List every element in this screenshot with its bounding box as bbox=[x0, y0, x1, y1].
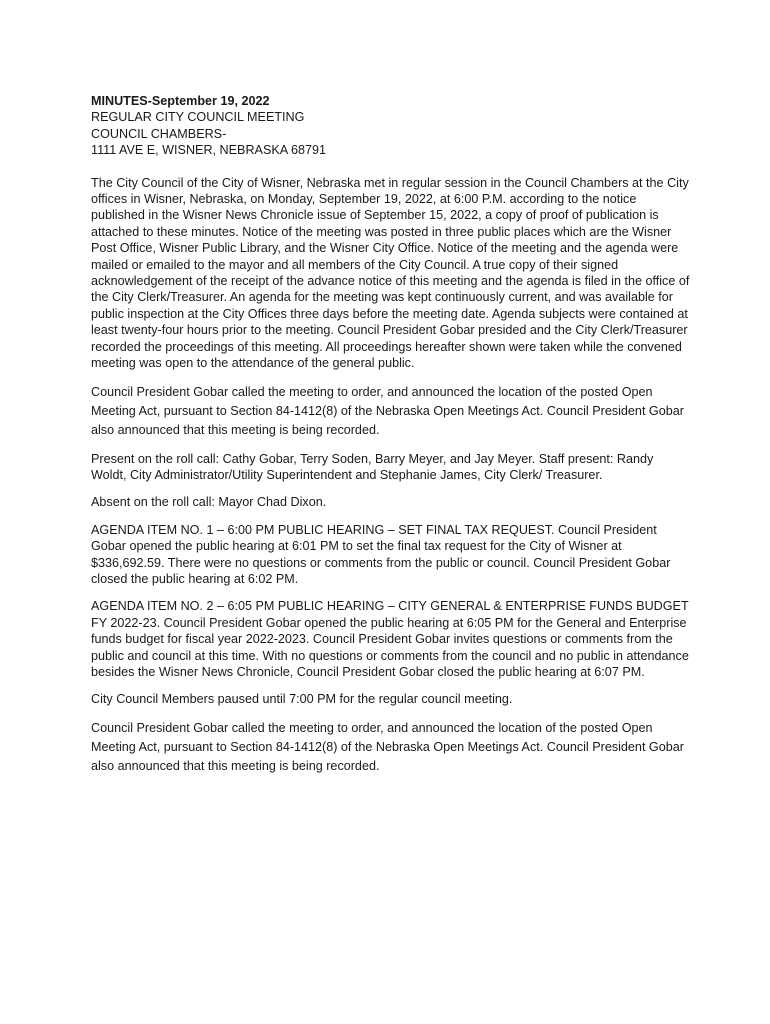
meeting-type: REGULAR CITY COUNCIL MEETING bbox=[91, 110, 305, 125]
meeting-address: 1111 AVE E, WISNER, NEBRASKA 68791 bbox=[91, 143, 326, 158]
agenda-item-2-paragraph: AGENDA ITEM NO. 2 – 6:05 PM PUBLIC HEARING – CITY GENERAL & ENTERPRISE FUNDS BUDGET FY 2022-23. Council President Gobar opened the public hearing at 6:05 PM for the General and Enterprise funds budget for fiscal year 2022-2023. Council President Gobar invites questions or comments from the public and council at this time. With no questions or comments from the council and no public in attendance besides the Wisner News Chronicle, Council President Gobar closed the public hearing at 6:07 PM. bbox=[91, 599, 689, 679]
pause-paragraph: City Council Members paused until 7:00 PM for the regular council meeting. bbox=[91, 692, 513, 707]
roll-call-absent-paragraph: Absent on the roll call: Mayor Chad Dixon. bbox=[91, 495, 327, 510]
document-header bbox=[91, 93, 691, 159]
meeting-location: COUNCIL CHAMBERS- bbox=[91, 126, 227, 141]
call-to-order-paragraph: Council President Gobar called the meeting to order, and announced the location of the posted Open Meeting Act, pursuant to Section 84-1412(8) of the Nebraska Open Meetings Act. Council President Gobar also announced that this meeting is being recorded. bbox=[91, 384, 684, 437]
document-page bbox=[91, 93, 691, 786]
call-to-order-2-paragraph: Council President Gobar called the meeting to order, and announced the location of the posted Open Meeting Act, pursuant to Section 84-1412(8) of the Nebraska Open Meetings Act. Council President Gobar also announced that this meeting is being recorded. bbox=[91, 720, 684, 773]
document-title: MINUTES-September 19, 2022 bbox=[91, 94, 270, 108]
agenda-item-1-paragraph: AGENDA ITEM NO. 1 – 6:00 PM PUBLIC HEARING – SET FINAL TAX REQUEST. Council President Gobar opened the public hearing at 6:01 PM to set the final tax request for the City of Wisner at $336,692.59. There were no questions or comments from the public or council. Council President Gobar closed the public hearing at 6:02 PM. bbox=[91, 522, 671, 586]
roll-call-present-paragraph: Present on the roll call: Cathy Gobar, Terry Soden, Barry Meyer, and Jay Meyer. Staff present: Randy Woldt, City Administrator/Utility Superintendent and Stephanie James, City Clerk/ Treasurer. bbox=[91, 451, 654, 482]
intro-paragraph: The City Council of the City of Wisner, Nebraska met in regular session in the Council Chambers at the City offices in Wisner, Nebraska, on Monday, September 19, 2022, at 6:00 P.M. according to the notice published in the Wisner News Chronicle issue of September 15, 2022, a copy of proof of publication is attached to these minutes. Notice of the meeting was posted in three public places which are the Wisner Post Office, Wisner Public Library, and the Wisner City Office. Notice of the meeting and the agenda were mailed or emailed to the mayor and all members of the City Council. A true copy of their signed acknowledgement of the receipt of the advance notice of this meeting and the agenda is filed in the office of the City Clerk/Treasurer. An agenda for the meeting was kept continuously current, and was available for public inspection at the City Offices three days before the meeting date. Agenda subjects were contained at least twenty-four hours prior to the meeting. Council President Gobar presided and the City Clerk/Treasurer recorded the proceedings of this meeting. All proceedings hereafter shown were taken while the convened meeting was open to the attendance of the general public. bbox=[91, 175, 690, 371]
